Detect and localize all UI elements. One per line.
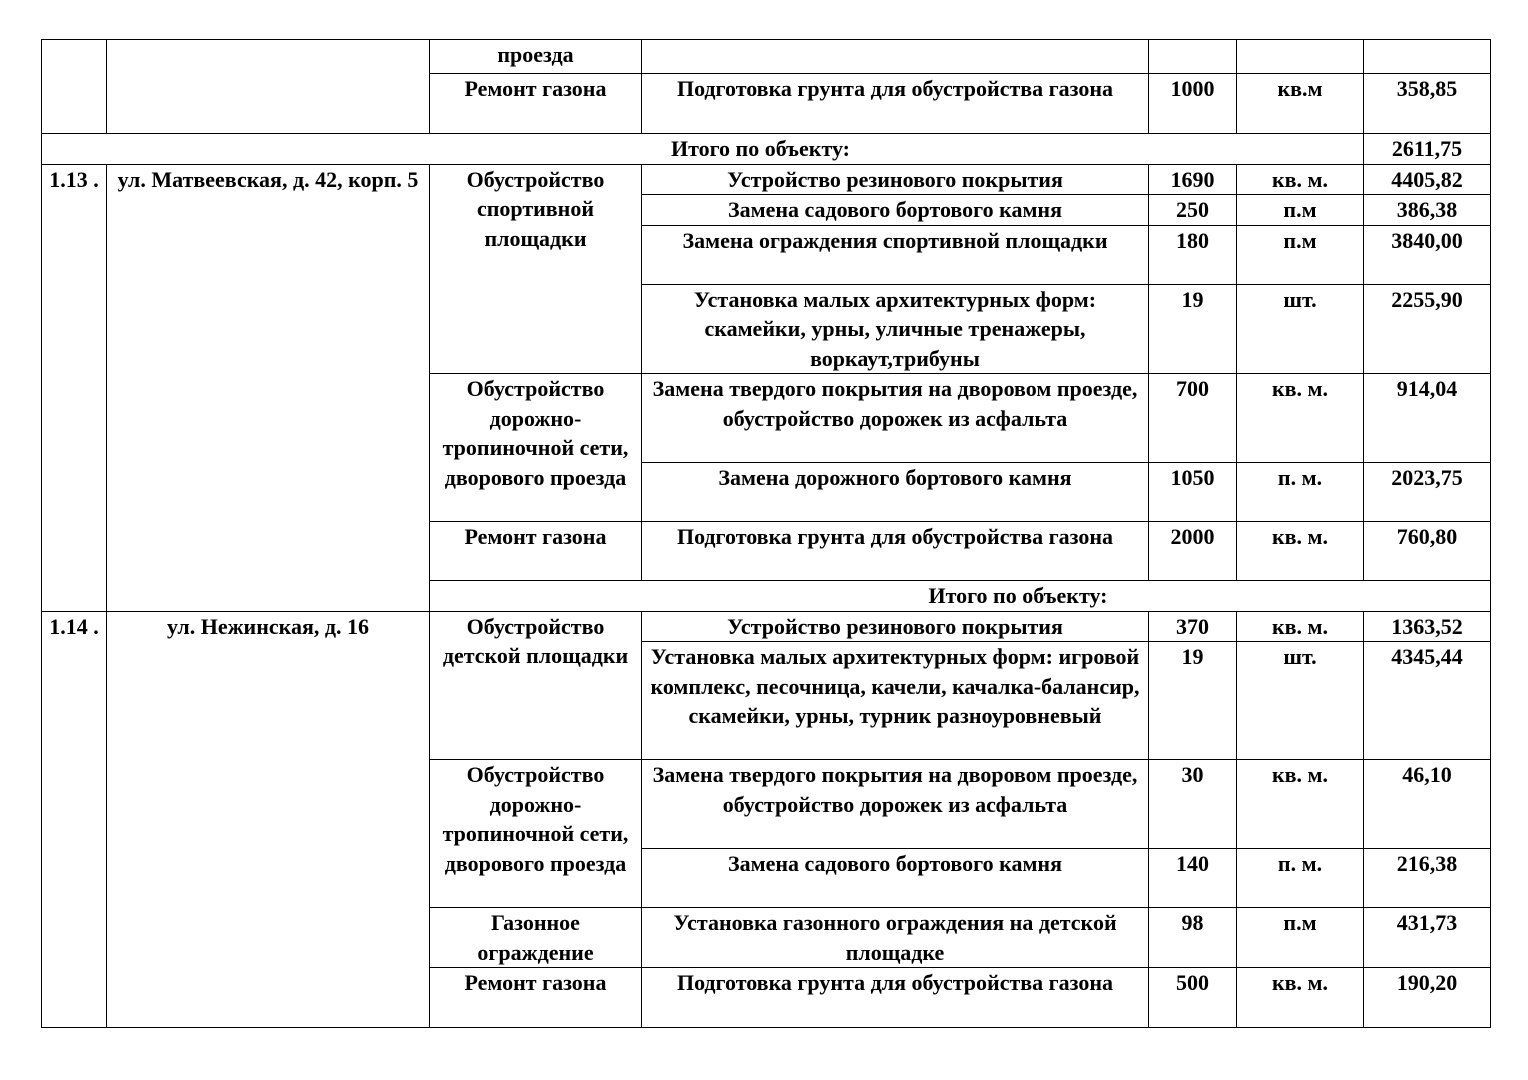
unit-cell: кв. м. xyxy=(1237,164,1364,195)
qty-cell: 700 xyxy=(1149,374,1237,463)
qty-cell: 500 xyxy=(1149,968,1237,1028)
object-address: ул. Нежинская, д. 16 xyxy=(107,611,430,1028)
qty-cell: 250 xyxy=(1149,195,1237,226)
unit-cell: п.м xyxy=(1237,908,1364,968)
work-type-cell: Ремонт газона xyxy=(430,968,642,1028)
work-line: Замена твердого покрытия на дворовом проезде, xyxy=(652,762,1138,787)
address-cell xyxy=(107,40,430,134)
unit-cell: шт. xyxy=(1237,284,1364,374)
work-cell: Устройство резинового покрытия xyxy=(642,164,1149,195)
total-label: Итого по объекту: xyxy=(42,134,1364,165)
table-row xyxy=(42,164,1491,195)
unit-cell: кв.м xyxy=(1237,74,1364,134)
table-row xyxy=(42,611,1491,642)
work-type-cell: Обустройство дорожно-тропиночной сети, дворового проезда xyxy=(430,374,642,522)
unit-cell: шт. xyxy=(1237,642,1364,760)
work-line: Замена твердого покрытия на дворовом проезде, xyxy=(652,376,1138,401)
unit-cell: кв. м. xyxy=(1237,760,1364,849)
qty-cell: 1690 xyxy=(1149,164,1237,195)
sum-cell: 2255,90 xyxy=(1364,284,1491,374)
total-value: 2611,75 xyxy=(1364,134,1491,165)
qty-cell: 140 xyxy=(1149,849,1237,908)
num-cell xyxy=(42,40,107,134)
unit-cell: кв. м. xyxy=(1237,522,1364,581)
work-type-cell: Обустройство дорожно-тропиночной сети, дворового проезда xyxy=(430,760,642,908)
work-cell: Замена садового бортового камня xyxy=(642,849,1149,908)
work-cell: Подготовка грунта для обустройства газона xyxy=(642,522,1149,581)
sum-cell: 4405,82 xyxy=(1364,164,1491,195)
object-address: ул. Матвеевская, д. 42, корп. 5 xyxy=(107,164,430,611)
work-type-cell: Газонное ограждение xyxy=(430,908,642,968)
work-cell: Подготовка грунта для обустройства газона xyxy=(642,968,1149,1028)
sum-cell: 4345,44 xyxy=(1364,642,1491,760)
unit-cell: кв. м. xyxy=(1237,968,1364,1028)
sum-cell: 46,10 xyxy=(1364,760,1491,849)
work-line: обустройство дорожек из асфальта xyxy=(722,791,1068,817)
work-type-cell: Обустройство спортивной площадки xyxy=(430,164,642,374)
sum-cell: 431,73 xyxy=(1364,908,1491,968)
sum-cell: 914,04 xyxy=(1364,374,1491,463)
work-cell: Установка газонного ограждения на детской площадке xyxy=(642,908,1149,968)
unit-cell: п. м. xyxy=(1237,849,1364,908)
unit-cell: п.м xyxy=(1237,195,1364,226)
sum-cell: 216,38 xyxy=(1364,849,1491,908)
work-cell: Установка малых архитектурных форм: скамейки, урны, уличные тренажеры, воркаут,трибуны xyxy=(642,284,1149,374)
qty-cell: 1050 xyxy=(1149,463,1237,522)
object-number: 1.14 . xyxy=(42,611,107,1028)
work-line: обустройство дорожек из асфальта xyxy=(722,405,1068,431)
work-cell: Замена дорожного бортового камня xyxy=(642,463,1149,522)
qty-cell: 180 xyxy=(1149,225,1237,284)
unit-cell: п. м. xyxy=(1237,463,1364,522)
work-cell xyxy=(642,760,1149,849)
work-cell: Устройство резинового покрытия xyxy=(642,611,1149,642)
sum-cell: 386,38 xyxy=(1364,195,1491,226)
qty-cell: 98 xyxy=(1149,908,1237,968)
work-type-cell: Ремонт газона xyxy=(430,74,642,134)
object-number: 1.13 . xyxy=(42,164,107,611)
sum-cell: 3840,00 xyxy=(1364,225,1491,284)
unit-cell: п.м xyxy=(1237,225,1364,284)
qty-cell: 2000 xyxy=(1149,522,1237,581)
sum-cell: 190,20 xyxy=(1364,968,1491,1028)
qty-cell: 19 xyxy=(1149,284,1237,374)
work-type-cell: проезда xyxy=(430,40,642,74)
total-row xyxy=(42,134,1491,165)
unit-cell: кв. м. xyxy=(1237,374,1364,463)
total-label: Итого по объекту: xyxy=(430,581,1491,612)
unit-cell: кв. м. xyxy=(1237,611,1364,642)
sum-cell: 2023,75 xyxy=(1364,463,1491,522)
sum-cell: 1363,52 xyxy=(1364,611,1491,642)
work-cell xyxy=(642,374,1149,463)
table-row xyxy=(42,40,1491,74)
work-cell: Замена садового бортового камня xyxy=(642,195,1149,226)
works-table xyxy=(41,39,1491,1028)
work-type-cell: Обустройство детской площадки xyxy=(430,611,642,760)
sum-cell: 358,85 xyxy=(1364,74,1491,134)
qty-cell: 370 xyxy=(1149,611,1237,642)
work-type-cell: Ремонт газона xyxy=(430,522,642,581)
work-cell: Подготовка грунта для обустройства газона xyxy=(642,74,1149,134)
sum-cell: 760,80 xyxy=(1364,522,1491,581)
qty-cell: 30 xyxy=(1149,760,1237,849)
qty-cell: 19 xyxy=(1149,642,1237,760)
work-cell: Установка малых архитектурных форм: игровой комплекс, песочница, качели, качалка-балансир, скамейки, урны, турник разноуровневый xyxy=(642,642,1149,760)
work-cell: Замена ограждения спортивной площадки xyxy=(642,225,1149,284)
qty-cell: 1000 xyxy=(1149,74,1237,134)
